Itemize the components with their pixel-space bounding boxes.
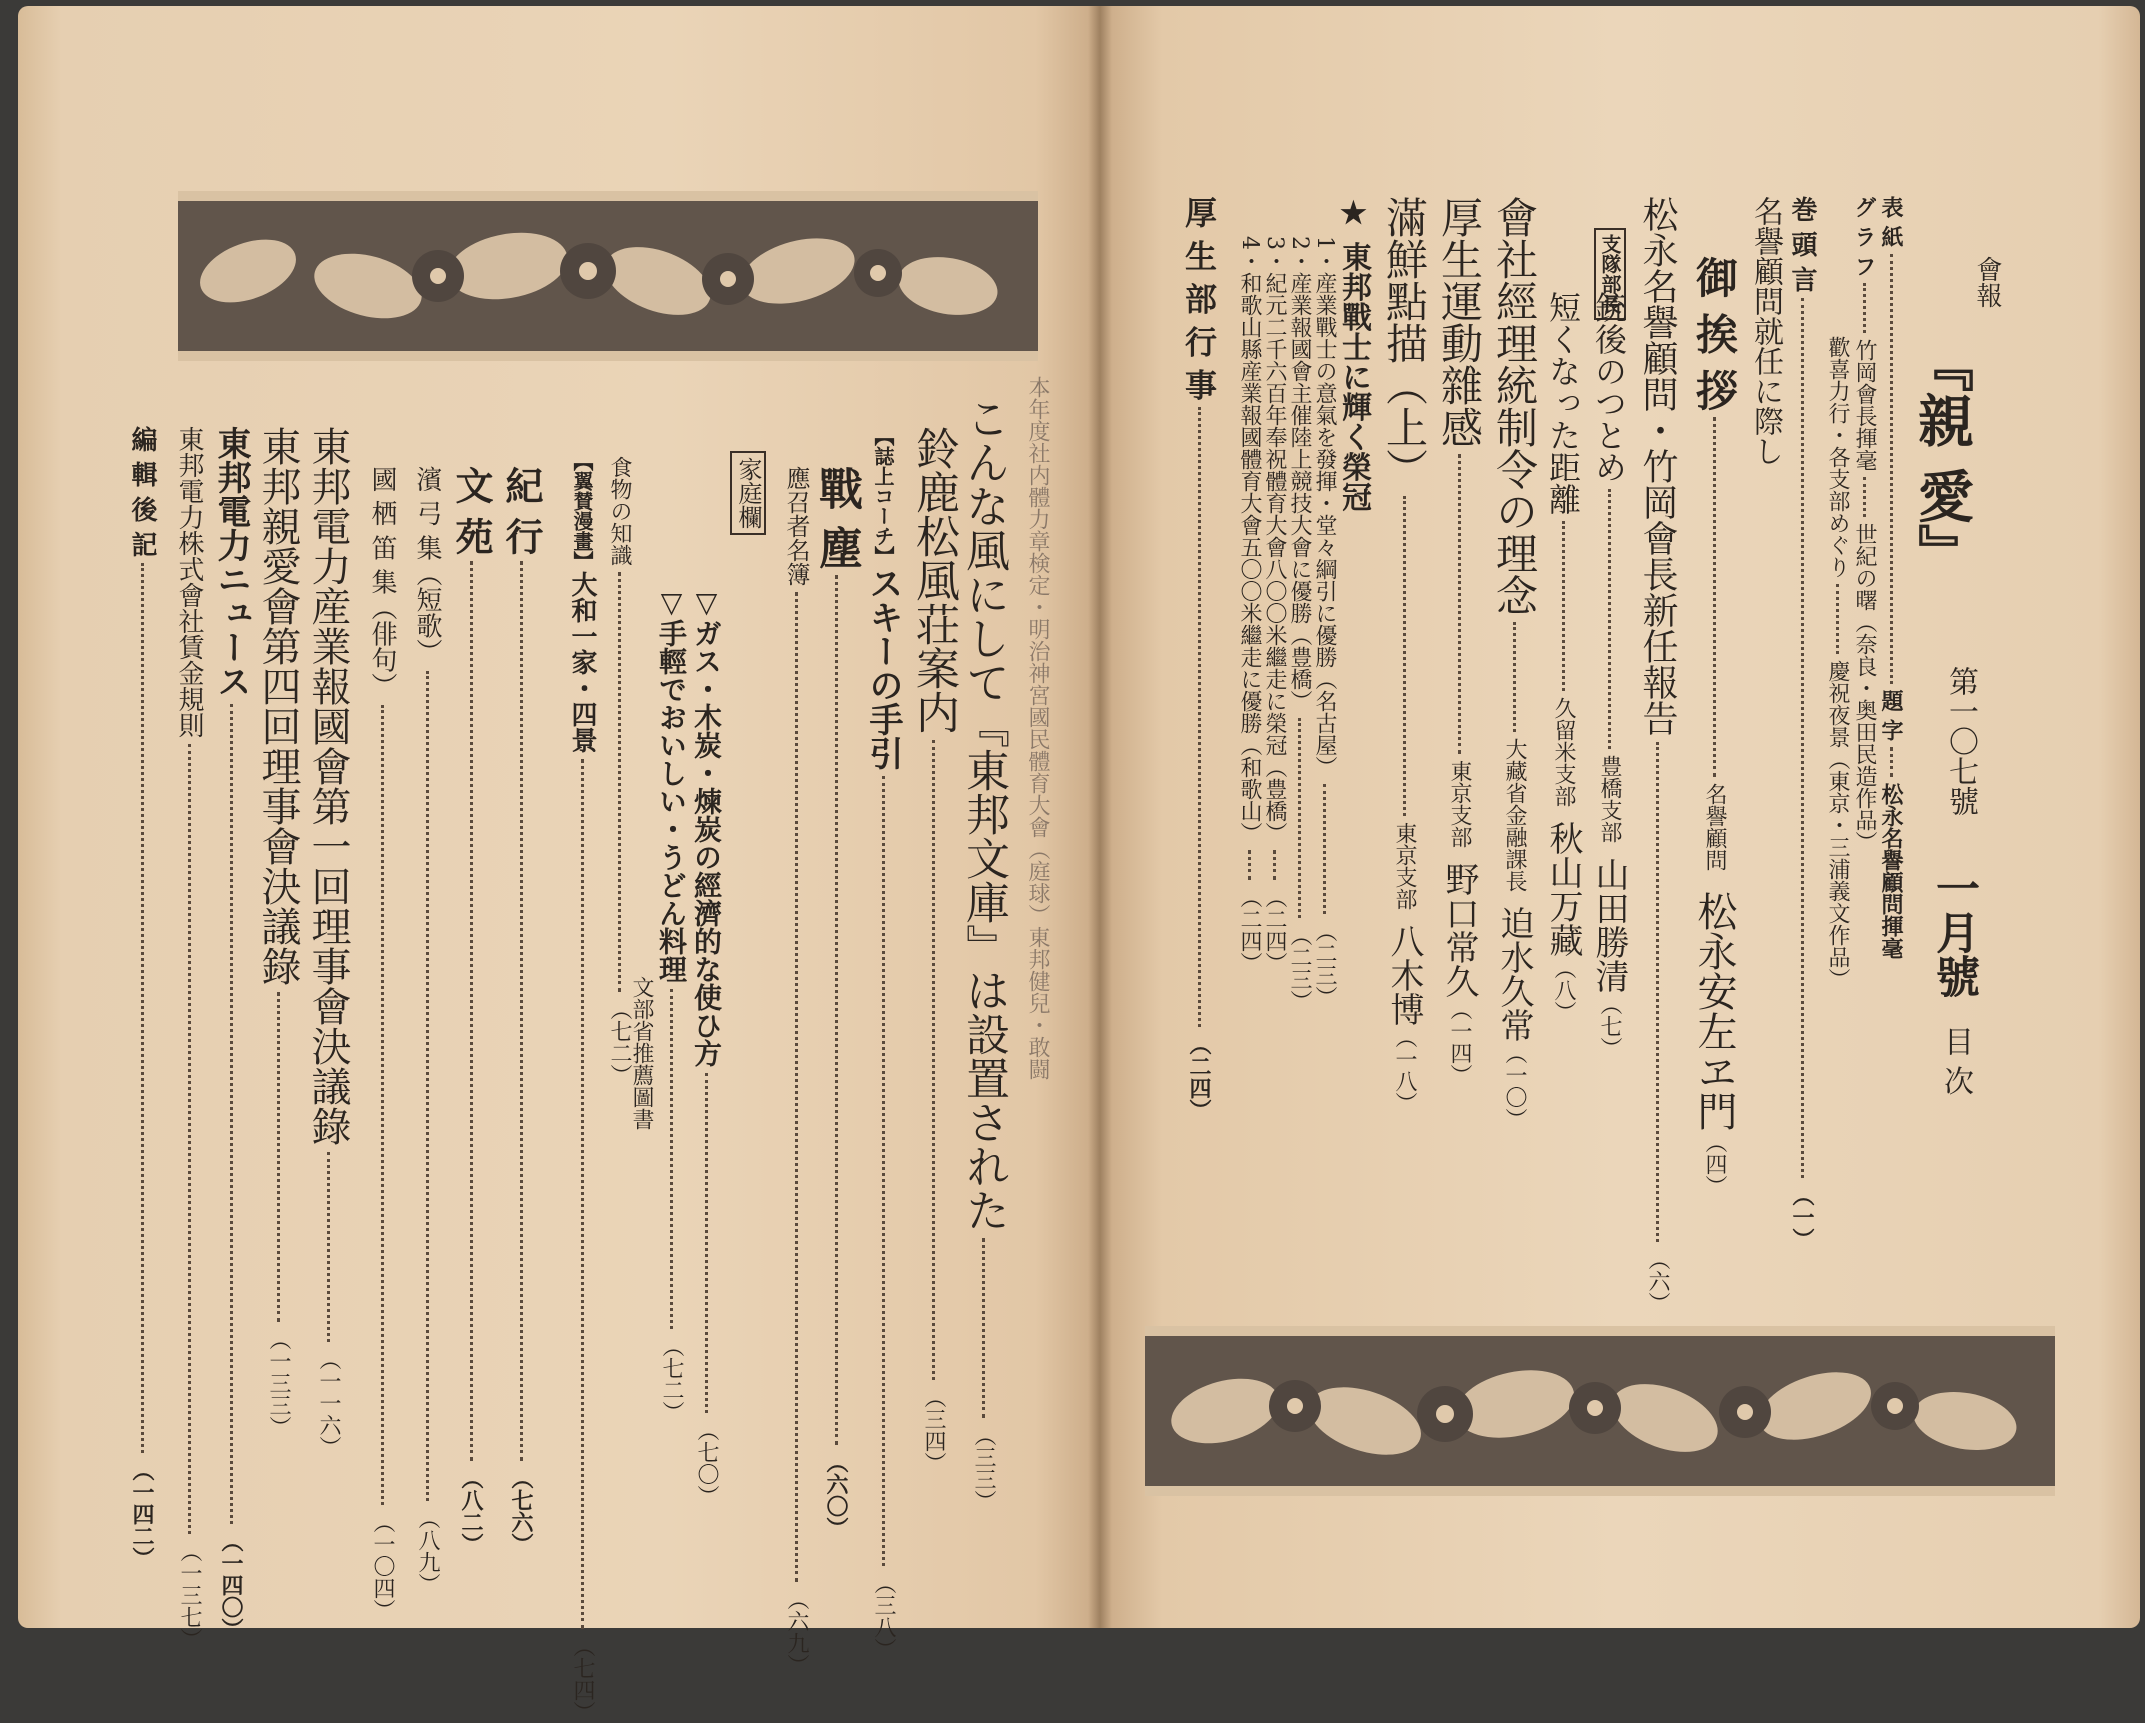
toc-entry-kantogen: 巻 頭 言（一） [1787, 196, 1817, 1251]
toc-entry-suzuka: 鈴鹿松風荘案内（三四） [908, 426, 959, 1474]
toc-entry-news: 東邦電力ニュース（一四〇） [211, 426, 251, 1640]
faint-header-line: 本年度社内體力章検定・明治神宮國民體育大會（庭球）東邦健兒・敢闘 [1025, 376, 1050, 1080]
monbusho-note: 文部省推薦圖書 [629, 976, 654, 1130]
toc-entry-oushou: 應召者名簿（六九） [782, 466, 810, 1676]
issue-number: 第一〇七號 [1943, 666, 1978, 816]
toc-entry-kisoku: 東邦電力株式會社賃金規則（一三七） [174, 426, 204, 1650]
toc-entry-hokoku: 松永名譽顧問・竹岡會長新任報告（六） [1637, 196, 1678, 1314]
toc-entry-graph-2: 歡喜力行・各支部めぐり慶祝夜景（東京・三浦義文作品） [1825, 336, 1850, 990]
toc-entry-tabemono: 食物の知識（七二） [607, 456, 632, 1086]
left-page [18, 6, 1100, 1723]
toc-entry-kyori: 短くなった距離久留米支部秋山万藏（八） [1543, 291, 1583, 1023]
toc-entry-keiri: 會社經理統制令の理念大藏省金融課長迫水久常（一〇） [1490, 196, 1539, 1130]
toc-entry-bunen: 文 苑（八二） [449, 466, 494, 1556]
branch-tag: 支隊部長 [1600, 228, 1620, 320]
toc-entry-kokusei: 國 栖 笛 集（俳句）（一〇四） [367, 466, 397, 1621]
toc-entry-kosei: 厚生運動雜感東京支部野口常久（一四） [1435, 196, 1484, 1086]
toc-entry-hamayumi: 濱 弓 集（短歌）（八九） [412, 466, 442, 1595]
magazine-title: 『親 愛』 [1909, 336, 1975, 580]
toc-entry-eikan-3: 3・紀元二千六百年奉祝體育大會八〇〇米繼走に榮冠（豊橋）（二四） [1262, 236, 1287, 974]
toc-entry-kikou: 紀 行（七六） [499, 466, 544, 1556]
floral-band-bottom-right [1145, 1326, 2055, 1496]
toc-entry-senza: 戰 塵（六〇） [811, 466, 862, 1540]
magazine-spread [18, 6, 2140, 1723]
series-label: 會報 [1972, 256, 2002, 308]
issue-month: 一月號 [1928, 866, 1979, 998]
toc-entry-ski: 【誌上コーチ】スキーの手引（三八） [863, 426, 903, 1660]
toc-entry-koseibu: 厚 生 部 行 事（二四） [1180, 196, 1218, 1121]
toc-entry-manga: 【翼賛漫畫】大和一家・四景（七四） [567, 451, 597, 1723]
book-spine-shadow [1088, 6, 1112, 1628]
katei-tag: 家庭欄 [736, 451, 760, 535]
toc-entry-juugo: 銃後のつとめ豊橋支部山田勝清（七） [1589, 291, 1629, 1059]
toc-entry-mansen: 滿鮮點描（上）東京支部八木博（一八） [1380, 196, 1429, 1114]
toc-entry-bunko: こんな風にして『東邦文庫』は設置された（三三） [958, 396, 1009, 1512]
toc-entry-eikan-4: 4・和歌山縣産業報國體育大會五〇〇米繼走に優勝（和歌山）（二四） [1237, 236, 1262, 974]
toc-entry-eikan-2: 2・産業報國會主催陸上競技大會に優勝（豊橋）（二三） [1287, 236, 1312, 1012]
toc-entry-katei-2: ▽手輕でおいしい・うどん料理（七二） [655, 586, 688, 1423]
meiyo-heading: 名譽顧問就任に際し [1748, 196, 1783, 466]
toc-entry-goaisatsu: 御 挨 拶名譽顧問松永安左ヱ門（四） [1690, 256, 1739, 1198]
eikan-heading: ★ 東邦戰士に輝く榮冠 [1336, 196, 1371, 512]
floral-band-top-left [178, 191, 1038, 361]
toc-entry-eikan-1: 1・産業戰士の意氣を發揮・堂々綱引に優勝（名古屋）（二三） [1312, 236, 1337, 1008]
right-page [1100, 6, 2140, 1628]
toc-entry-henshu: 編 輯 後 記（一四二） [127, 426, 157, 1570]
toc-entry-graph-1: グ ラ フ竹岡會長揮毫世紀の曙（奈良・奥田民造作品） [1851, 196, 1877, 854]
toc-entry-giketsu-2: 東邦親愛會第四回理事會決議錄（一三三） [255, 426, 301, 1438]
toc-label: 目 次 [1938, 1026, 1973, 1096]
toc-entry-cover: 表 紙題 字松永名譽顧問揮毫 [1878, 196, 1904, 960]
toc-entry-katei-1: ▽ガス・木炭・煉炭の經濟的な使ひ方（七〇） [690, 586, 723, 1507]
toc-entry-giketsu-1: 東邦電力産業報國會第一回理事會決議錄（一一六） [305, 426, 351, 1458]
